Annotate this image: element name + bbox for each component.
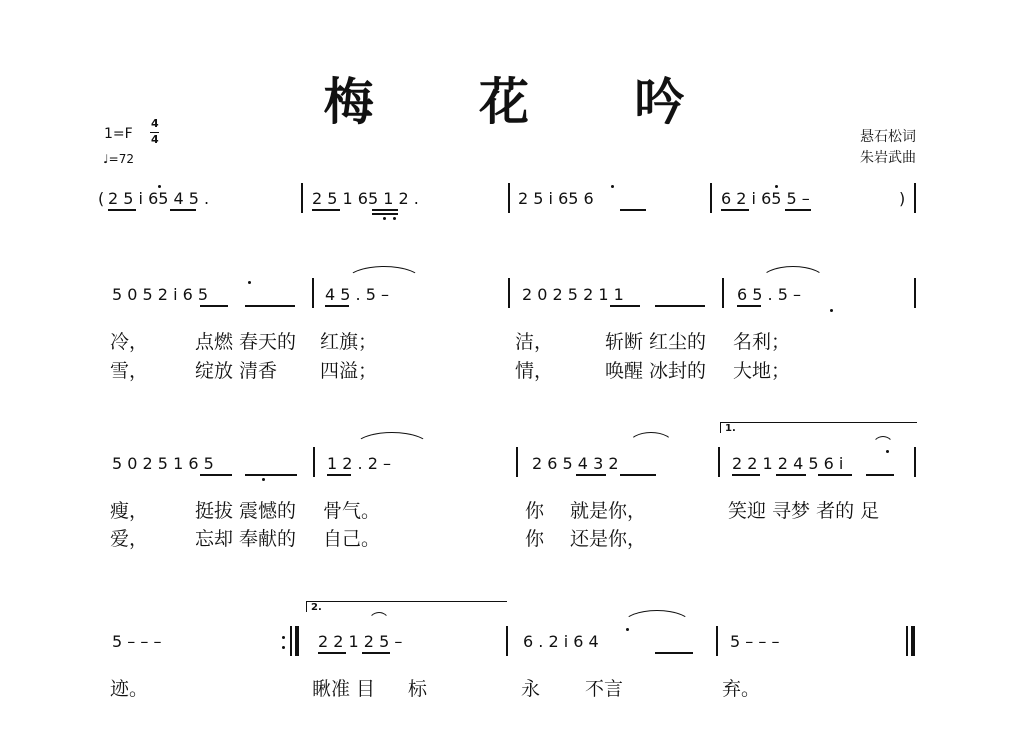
beam-underline: [866, 474, 894, 476]
lyric-line-5-a: 迹。: [110, 678, 149, 700]
repeat-dot: [282, 636, 285, 639]
beam-underline: [721, 209, 749, 211]
lyric-line-3-b: 挺拔 震憾的: [195, 500, 297, 522]
barline: [313, 447, 315, 477]
notation-measure-8: 6 5 . 5 –: [737, 285, 801, 304]
beam-underline: [785, 209, 811, 211]
volta-number-2: 2.: [311, 602, 322, 613]
notation-measure-2: 2 5 1 65 1 2 .: [312, 189, 419, 208]
time-signature-numerator: 4: [151, 117, 159, 130]
lyric-line-2-a: 雪，: [110, 360, 149, 382]
beam-underline: [655, 305, 705, 307]
tie-slur: [760, 266, 826, 281]
final-barline-thick: [911, 626, 915, 656]
repeat-barline-thin: [290, 626, 292, 656]
lyric-line-5-e: 不言: [585, 678, 624, 700]
octave-dot: [626, 628, 629, 631]
tie-slur: [628, 432, 674, 445]
lyric-line-4-c: 自己。: [323, 528, 381, 550]
lyric-line-4-e: 还是你，: [570, 528, 647, 550]
notation-measure-10: 1 2 . 2 –: [327, 454, 391, 473]
beam-underline: [318, 652, 346, 654]
lyric-line-4-d: 你: [525, 528, 545, 550]
beam-underline: [610, 305, 640, 307]
beam-underline: [372, 209, 398, 211]
barline: [312, 278, 314, 308]
notation-measure-13: 5 – – –: [112, 632, 162, 651]
lyric-line-1-a: 冷，: [110, 331, 149, 353]
barline: [516, 447, 518, 477]
beam-underline: [620, 209, 646, 211]
notation-measure-7: 2 0 2 5 2 1 1: [522, 285, 624, 304]
beam-underline: [372, 213, 398, 215]
notation-measure-6: 4 5 . 5 –: [325, 285, 389, 304]
lyric-line-2-c: 四溢；: [320, 360, 378, 382]
barline: [914, 278, 916, 308]
tempo-marking: ♩=72: [103, 152, 134, 166]
lyric-line-3-e: 就是你，: [570, 500, 647, 522]
lyric-line-2-f: 大地；: [733, 360, 791, 382]
beam-underline: [655, 652, 693, 654]
lyric-line-1-e: 斩断 红尘的: [605, 331, 707, 353]
repeat-barline-thick: [295, 626, 299, 656]
volta-bracket-1: [720, 422, 917, 433]
notation-measure-12: 2 2 1 2 4 5 6 i: [732, 454, 844, 473]
intro-paren-open: (: [98, 189, 105, 208]
lyric-line-1-d: 洁，: [515, 331, 554, 353]
lyric-line-5-b: 瞅准 目: [312, 678, 376, 700]
lyric-line-4-b: 忘却 奉献的: [195, 528, 297, 550]
tie-slur: [368, 612, 390, 623]
notation-measure-3: 2 5 i 65 6: [518, 189, 594, 208]
octave-dot: [383, 217, 386, 220]
lyric-line-2-d: 情，: [515, 360, 554, 382]
volta-bracket-2: [306, 601, 507, 612]
intro-paren-close: ): [899, 189, 906, 208]
beam-underline: [732, 474, 760, 476]
barline: [506, 626, 508, 656]
barline: [301, 183, 303, 213]
lyric-line-1-f: 名利；: [733, 331, 791, 353]
beam-underline: [200, 474, 232, 476]
octave-dot: [775, 185, 778, 188]
barline: [710, 183, 712, 213]
beam-underline: [245, 305, 295, 307]
octave-dot: [830, 309, 833, 312]
barline: [716, 626, 718, 656]
key-signature: 1=F: [104, 126, 133, 142]
barline: [914, 447, 916, 477]
lyric-line-5-f: 弃。: [722, 678, 761, 700]
notation-measure-4: 6 2 i 65 5 –: [721, 189, 810, 208]
tie-slur: [354, 432, 430, 447]
song-title: 梅 花 吟: [323, 72, 729, 131]
beam-underline: [362, 652, 390, 654]
beam-underline: [576, 474, 606, 476]
notation-measure-11: 2 6 5 4 3 2: [532, 454, 619, 473]
lyric-line-1-c: 红旗；: [320, 331, 378, 353]
lyric-line-4-a: 爱，: [110, 528, 149, 550]
octave-dot: [886, 450, 889, 453]
tie-slur: [622, 610, 692, 625]
barline: [914, 183, 916, 213]
beam-underline: [200, 305, 228, 307]
octave-dot: [262, 478, 265, 481]
tie-slur: [346, 266, 422, 281]
barline: [508, 183, 510, 213]
barline: [718, 447, 720, 477]
beam-underline: [245, 474, 297, 476]
lyric-line-3-f: 笑迎 寻梦 者的 足: [728, 500, 880, 522]
lyric-line-3-d: 你: [525, 500, 545, 522]
time-signature-denominator: 4: [151, 133, 159, 146]
notation-measure-1: 2 5 i 65 4 5 .: [108, 189, 210, 208]
beam-underline: [108, 209, 136, 211]
barline: [722, 278, 724, 308]
notation-measure-5: 5 0 5 2 i 6 5: [112, 285, 209, 304]
lyric-line-1-b: 点燃 春天的: [195, 331, 297, 353]
beam-underline: [776, 474, 806, 476]
octave-dot: [158, 185, 161, 188]
notation-measure-15: 6 . 2 i 6 4: [523, 632, 599, 651]
beam-underline: [327, 474, 351, 476]
tie-slur: [872, 436, 894, 447]
final-barline-thin: [906, 626, 908, 656]
octave-dot: [611, 185, 614, 188]
lyric-line-2-e: 唤醒 冰封的: [605, 360, 707, 382]
lyric-line-5-c: 标: [408, 678, 428, 700]
beam-underline: [818, 474, 852, 476]
composer-credit: 朱岩武曲: [860, 150, 916, 166]
notation-measure-9: 5 0 2 5 1 6 5: [112, 454, 214, 473]
lyric-line-2-b: 绽放 清香: [195, 360, 278, 382]
lyric-line-5-d: 永: [521, 678, 541, 700]
octave-dot: [393, 217, 396, 220]
lyric-line-3-a: 瘦，: [110, 500, 149, 522]
lyric-line-3-c: 骨气。: [323, 500, 381, 522]
notation-measure-16: 5 – – –: [730, 632, 780, 651]
volta-number-1: 1.: [725, 423, 736, 434]
beam-underline: [312, 209, 340, 211]
barline: [508, 278, 510, 308]
beam-underline: [170, 209, 196, 211]
beam-underline: [325, 305, 349, 307]
lyricist-credit: 悬石松词: [860, 129, 916, 145]
repeat-dot: [282, 646, 285, 649]
notation-measure-14: 2 2 1 2 5 –: [318, 632, 403, 651]
beam-underline: [737, 305, 761, 307]
beam-underline: [620, 474, 656, 476]
octave-dot: [248, 281, 251, 284]
